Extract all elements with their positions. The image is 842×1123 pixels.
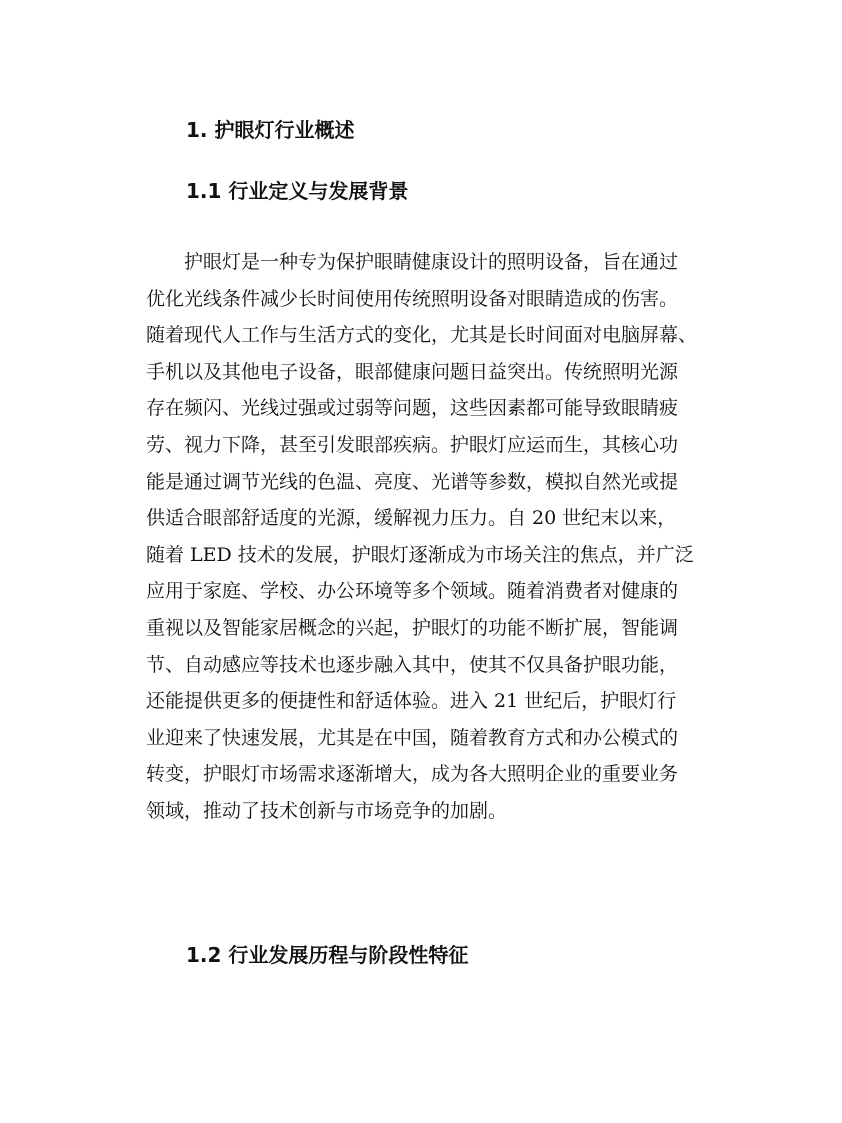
paragraph-line: 随着 LED 技术的发展，护眼灯逐渐成为市场关注的焦点，并广泛	[146, 543, 694, 566]
paragraph-line: 应用于家庭、学校、办公环境等多个领域。随着消费者对健康的	[146, 580, 679, 603]
paragraph-line: 还能提供更多的便捷性和舒适体验。进入 21 世纪后，护眼灯行	[146, 690, 677, 713]
body-paragraph	[146, 247, 706, 833]
paragraph-line: 存在频闪、光线过强或过弱等问题，这些因素都可能导致眼睛疲	[146, 397, 679, 420]
paragraph-line: 节、自动感应等技术也逐步融入其中，使其不仅具备护眼功能，	[146, 653, 679, 676]
paragraph-line: 护眼灯是一种专为保护眼睛健康设计的照明设备，旨在通过	[184, 251, 679, 273]
paragraph-line: 能是通过调节光线的色温、亮度、光谱等参数，模拟自然光或提	[146, 470, 679, 493]
paragraph-line: 优化光线条件减少长时间使用传统照明设备对眼睛造成的伤害。	[146, 287, 679, 310]
paragraph-line: 重视以及智能家居概念的兴起，护眼灯的功能不断扩展，智能调	[146, 616, 679, 639]
paragraph-line: 手机以及其他电子设备，眼部健康问题日益突出。传统照明光源	[146, 360, 679, 383]
subsection-heading-1-2: 1.2 行业发展历程与阶段性特征	[186, 943, 469, 967]
section-heading-1: 1. 护眼灯行业概述	[186, 118, 355, 142]
paragraph-line: 随着现代人工作与生活方式的变化，尤其是长时间面对电脑屏幕、	[146, 324, 698, 347]
paragraph-line: 供适合眼部舒适度的光源，缓解视力压力。自 20 世纪末以来，	[146, 507, 677, 530]
paragraph-line: 转变，护眼灯市场需求逐渐增大，成为各大照明企业的重要业务	[146, 763, 679, 786]
paragraph-line: 领域，推动了技术创新与市场竞争的加剧。	[146, 799, 508, 822]
paragraph-line: 业迎来了快速发展，尤其是在中国，随着教育方式和办公模式的	[146, 726, 679, 749]
paragraph-line: 劳、视力下降，甚至引发眼部疾病。护眼灯应运而生，其核心功	[146, 433, 679, 456]
subsection-heading-1-1: 1.1 行业定义与发展背景	[186, 179, 409, 203]
